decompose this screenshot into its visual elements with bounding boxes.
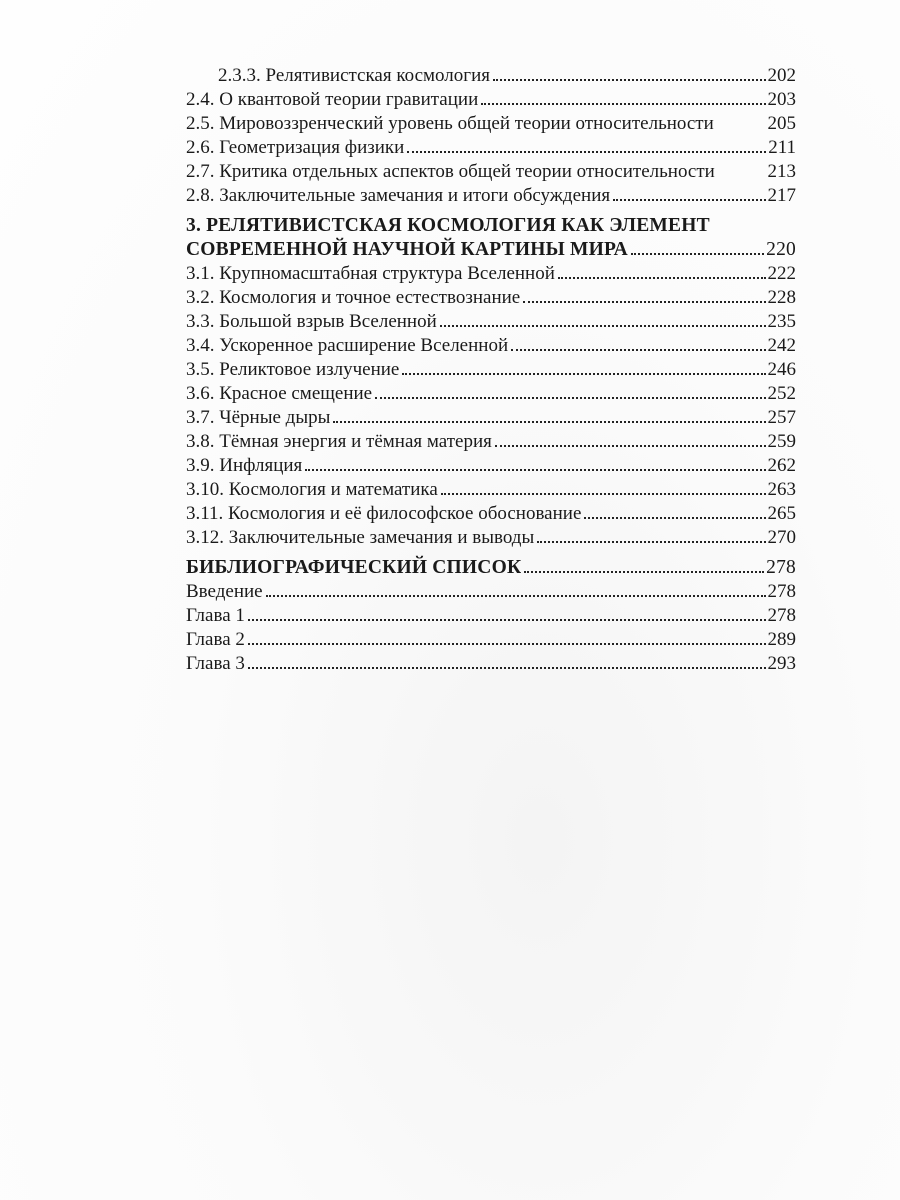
dot-leader	[511, 348, 765, 351]
toc-entry-page: 278	[767, 581, 796, 602]
toc-entry-page: 265	[767, 503, 796, 524]
toc-entry	[186, 64, 796, 88]
toc-entry	[186, 334, 796, 358]
toc-entry	[186, 310, 796, 334]
toc-entry-title: 3.5. Реликтовое излучение	[186, 359, 400, 380]
toc-entry-page: 252	[767, 383, 796, 404]
toc-entry-page: 270	[767, 527, 796, 548]
toc-entry-title: Глава 2	[186, 629, 245, 650]
toc-entry	[186, 478, 796, 502]
toc-entry-page: 278	[767, 605, 796, 626]
toc-entry-page: 259	[767, 431, 796, 452]
table-of-contents	[186, 64, 796, 676]
toc-entry-title: 3.7. Чёрные дыры	[186, 407, 331, 428]
dot-leader	[493, 78, 766, 81]
toc-entry-title: 3.4. Ускоренное расширение Вселенной	[186, 335, 509, 356]
toc-entry-title: 3.2. Космология и точное естествознание	[186, 287, 521, 308]
toc-entry	[186, 580, 796, 604]
toc-entry-title: 2.6. Геометризация физики	[186, 137, 405, 158]
toc-entry-page: 242	[767, 335, 796, 356]
dot-leader	[248, 666, 766, 669]
toc-entry-title: Введение	[186, 581, 263, 602]
toc-entry	[186, 652, 796, 676]
toc-entry-page: 246	[767, 359, 796, 380]
chapter-page: 220	[766, 239, 796, 260]
toc-entry-title: 2.3.3. Релятивистская космология	[218, 65, 490, 86]
dot-leader	[481, 102, 765, 105]
bibliography-title: БИБЛИОГРАФИЧЕСКИЙ СПИСОК	[186, 557, 522, 578]
toc-entry-title: 3.11. Космология и её философское обоснование	[186, 503, 582, 524]
dot-leader	[402, 372, 765, 375]
dot-leader	[305, 468, 765, 471]
toc-entry	[186, 160, 796, 184]
toc-entry-page: 222	[767, 263, 796, 284]
toc-entry-title: 3.1. Крупномасштабная структура Вселенной	[186, 263, 555, 284]
toc-entry-title: 3.6. Красное смещение	[186, 383, 373, 404]
dot-leader	[558, 276, 766, 279]
toc-entry-page: 211	[768, 137, 796, 158]
dot-leader	[613, 198, 765, 201]
toc-entry-title: 3.12. Заключительные замечания и выводы	[186, 527, 535, 548]
dot-leader	[266, 594, 766, 597]
dot-leader	[333, 420, 765, 423]
toc-entry-page: 257	[767, 407, 796, 428]
toc-entry	[186, 184, 796, 208]
toc-entry-page: 235	[767, 311, 796, 332]
bibliography-heading	[186, 556, 796, 580]
dot-leader	[631, 252, 764, 255]
toc-entry-title: 3.8. Тёмная энергия и тёмная материя	[186, 431, 492, 452]
bibliography-page: 278	[766, 557, 796, 578]
toc-entry	[186, 358, 796, 382]
chapter-title-row	[186, 238, 796, 262]
dot-leader	[524, 570, 764, 573]
toc-entry-page: 293	[767, 653, 796, 674]
toc-entry-title: 2.7. Критика отдельных аспектов общей теории относительности	[186, 161, 715, 182]
toc-entry	[186, 526, 796, 550]
chapter-heading	[186, 214, 796, 262]
toc-entry-title: 3.9. Инфляция	[186, 455, 303, 476]
toc-entry	[186, 430, 796, 454]
toc-entry-title: 3.3. Большой взрыв Вселенной	[186, 311, 437, 332]
toc-entry	[186, 604, 796, 628]
toc-entry-page: 289	[767, 629, 796, 650]
toc-entry-title: Глава 3	[186, 653, 245, 674]
toc-entry-page: 213	[767, 161, 796, 182]
toc-entry-title: 2.4. О квантовой теории гравитации	[186, 89, 479, 110]
dot-leader	[537, 540, 765, 543]
toc-entry-page: 217	[767, 185, 796, 206]
dot-leader	[248, 642, 766, 645]
dot-leader	[715, 176, 768, 177]
chapter-title-line1: 3. РЕЛЯТИВИСТСКАЯ КОСМОЛОГИЯ КАК ЭЛЕМЕНТ	[186, 215, 710, 236]
toc-entry	[186, 628, 796, 652]
toc-entry	[186, 262, 796, 286]
dot-leader	[584, 516, 765, 519]
toc-entry	[186, 88, 796, 112]
chapter-title-line2: СОВРЕМЕННОЙ НАУЧНОЙ КАРТИНЫ МИРА	[186, 239, 628, 260]
dot-leader	[714, 128, 768, 129]
toc-entry	[186, 502, 796, 526]
toc-entry-page: 202	[767, 65, 796, 86]
dot-leader	[407, 150, 766, 153]
dot-leader	[495, 444, 766, 447]
toc-entry-page: 228	[767, 287, 796, 308]
dot-leader	[248, 618, 766, 621]
toc-entry	[186, 454, 796, 478]
dot-leader	[441, 492, 766, 495]
toc-entry-page: 205	[767, 113, 796, 134]
toc-entry	[186, 286, 796, 310]
toc-entry-page: 263	[767, 479, 796, 500]
toc-entry	[186, 406, 796, 430]
toc-entry	[186, 112, 796, 136]
toc-entry-page: 262	[767, 455, 796, 476]
dot-leader	[523, 300, 765, 303]
toc-entry	[186, 136, 796, 160]
toc-entry-title: 2.8. Заключительные замечания и итоги обсуждения	[186, 185, 611, 206]
toc-entry-page: 203	[767, 89, 796, 110]
toc-entry-title: 3.10. Космология и математика	[186, 479, 438, 500]
toc-entry-title: 2.5. Мировоззренческий уровень общей теории относительности	[186, 113, 714, 134]
toc-entry-title: Глава 1	[186, 605, 245, 626]
dot-leader	[375, 396, 765, 399]
toc-entry	[186, 382, 796, 406]
dot-leader	[440, 324, 766, 327]
